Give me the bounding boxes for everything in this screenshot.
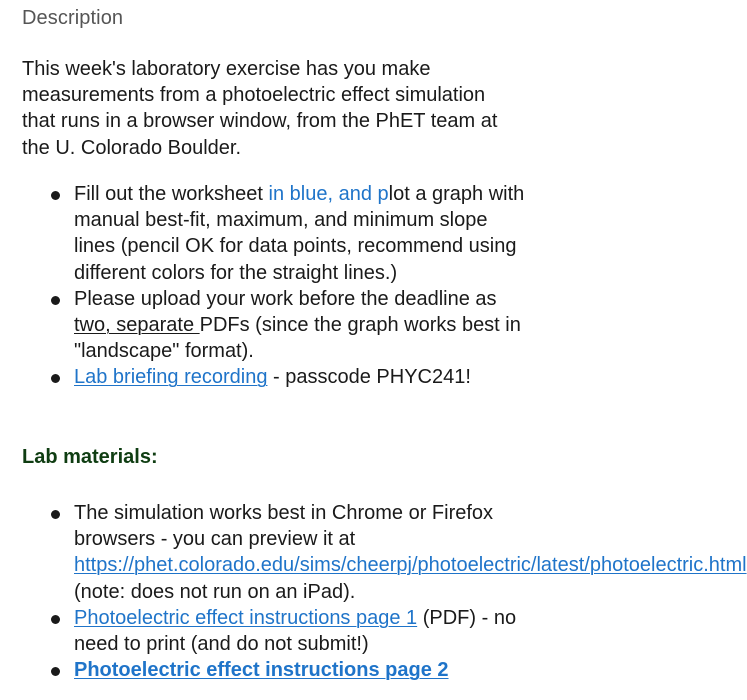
bullet-icon — [51, 191, 60, 200]
worksheet-text-end: lot a graph with manual best-fit, maximum, and minimum slope lines (pencil OK for data points, recommend using different colors for the straight lines.) — [74, 183, 525, 284]
bullet-icon — [51, 615, 60, 624]
bullet-icon — [51, 510, 60, 519]
upload-text-start: Please upload your work before the deadline as — [74, 287, 497, 310]
list-item-instructions-page-2 — [22, 657, 527, 683]
description-intro: This week's laboratory exercise has you make measurements from a photoelectric effect simulation that runs in a browser window, from the PhET team at the U. Colorado Boulder. — [22, 58, 498, 159]
briefing-passcode-text: - passcode PHYC241! — [267, 366, 471, 389]
instructions-page-1-link[interactable]: Photoelectric effect instructions page 1 — [74, 606, 418, 629]
simulation-url-link[interactable]: https://phet.colorado.edu/sims/cheerpj/photoelectric/latest/photoelectric.html — [74, 554, 747, 577]
simulation-text-end: (note: does not run on an iPad). — [74, 580, 356, 603]
lab-briefing-link[interactable]: Lab briefing recording — [74, 366, 268, 389]
upload-underlined-text: two, separate — [74, 314, 200, 337]
bullet-icon — [51, 667, 60, 676]
worksheet-blue-text: in blue, and p — [268, 183, 389, 205]
bullet-icon — [51, 374, 60, 383]
list-item-instructions-page-1 — [22, 605, 527, 657]
bullet-icon — [51, 296, 60, 305]
simulation-text-start: The simulation works best in Chrome or Firefox browsers - you can preview it at — [74, 502, 494, 551]
instructions-list — [22, 181, 527, 391]
list-item-briefing — [22, 364, 527, 390]
instructions-page-1-note: (PDF) - no need to print (and do not submit!) — [74, 606, 517, 656]
upload-text-end: PDFs (since the graph works best in "landscape" format). — [74, 314, 521, 363]
instructions-page-2-link[interactable]: Photoelectric effect instructions page 2 — [74, 659, 449, 682]
materials-list — [22, 500, 747, 683]
description-heading: Description — [22, 7, 124, 29]
list-item-upload — [22, 286, 527, 365]
list-item-simulation — [22, 500, 747, 605]
list-item-worksheet — [22, 181, 527, 286]
lab-materials-heading: Lab materials: — [22, 446, 158, 468]
worksheet-text-start: Fill out the worksheet — [74, 183, 269, 205]
